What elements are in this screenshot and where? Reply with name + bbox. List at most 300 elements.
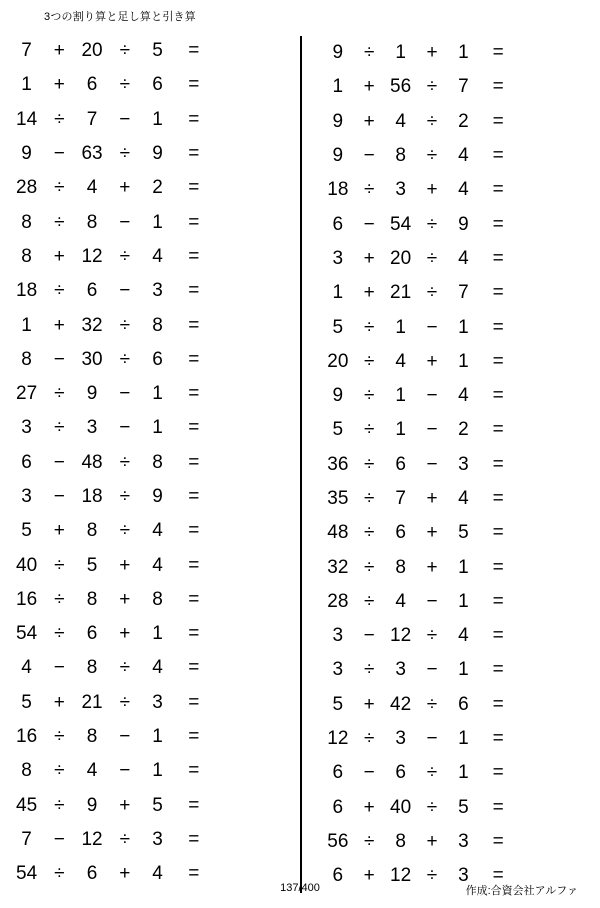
answer-blank[interactable] [211,418,299,438]
operand-first: 14 [16,108,38,130]
operator-second: + [426,556,438,578]
operand-first: 5 [21,520,32,542]
operand-second: 1 [395,419,406,441]
problem-row [320,310,600,344]
operator-first: − [53,657,65,679]
operand-third: 1 [152,623,163,645]
answer-blank[interactable] [211,693,299,713]
equals-sign: = [492,247,504,269]
answer-blank[interactable] [211,521,299,541]
equals-sign: = [188,348,200,370]
operator-first: + [363,865,375,887]
operand-first: 54 [16,623,38,645]
operand-first: 20 [327,350,349,372]
equals-sign: = [492,213,504,235]
operand-second: 8 [86,588,98,610]
operator-second: − [426,659,438,681]
answer-blank[interactable] [211,247,299,267]
operand-third: 2 [458,419,469,441]
operand-second: 4 [86,760,98,782]
operand-third: 8 [152,451,163,473]
operator-second: − [426,385,438,407]
problem-row [320,448,600,482]
operator-first: ÷ [364,659,375,681]
operand-third: 4 [458,145,469,167]
operator-first: ÷ [54,417,65,439]
problem-row [8,171,300,205]
answer-blank[interactable] [515,146,600,166]
operator-second: ÷ [119,143,130,165]
equals-sign: = [188,108,200,130]
operator-first: − [53,348,65,370]
equals-sign: = [188,383,200,405]
operand-second: 1 [395,42,406,64]
problem-row [8,377,300,411]
operand-third: 1 [458,728,469,750]
operand-third: 6 [458,693,469,715]
operator-first: ÷ [54,554,65,576]
operator-first: + [363,693,375,715]
problem-row [8,583,300,617]
equals-sign: = [492,728,504,750]
answer-blank[interactable] [515,798,600,818]
problem-row [8,446,300,480]
answer-blank[interactable] [515,626,600,646]
operand-third: 6 [152,348,163,370]
answer-blank[interactable] [515,763,600,783]
operand-second: 63 [81,143,103,165]
page-title: 3つの割り算と足し算と引き算 [44,11,196,23]
operator-first: ÷ [54,760,65,782]
problem-row [320,36,600,70]
problem-row [8,823,300,857]
operand-third: 9 [152,143,163,165]
answer-blank[interactable] [211,281,299,301]
operand-first: 3 [21,417,32,439]
operand-first: 6 [332,796,344,818]
operator-first: ÷ [54,726,65,748]
operator-first: ÷ [54,108,65,130]
operand-first: 28 [327,590,349,612]
operand-second: 3 [395,728,406,750]
equals-sign: = [188,554,200,576]
operand-second: 20 [390,247,412,269]
equals-sign: = [492,590,504,612]
equals-sign: = [188,417,200,439]
operator-first: − [363,625,375,647]
equals-sign: = [492,385,504,407]
equals-sign: = [188,177,200,199]
answer-blank[interactable] [211,624,299,644]
operator-first: + [363,247,375,269]
operand-first: 4 [21,657,32,679]
equals-sign: = [492,556,504,578]
operand-third: 3 [152,828,163,850]
answer-blank[interactable] [211,830,299,850]
equals-sign: = [492,453,504,475]
problem-row [320,516,600,550]
problem-row [320,242,600,276]
equals-sign: = [492,316,504,338]
problem-row [8,789,300,823]
operand-third: 3 [152,280,163,302]
operand-first: 8 [21,245,32,267]
answer-blank[interactable] [211,556,299,576]
operand-first: 5 [332,693,344,715]
problem-row [320,276,600,310]
equals-sign: = [492,796,504,818]
credit-line: 作成:合資会社アルファ [465,885,578,897]
operator-second: + [119,177,131,199]
operator-first: + [53,40,65,62]
operand-third: 1 [458,42,469,64]
operand-third: 1 [458,350,469,372]
answer-blank[interactable] [515,523,600,543]
operator-second: + [119,863,131,885]
problem-row [8,548,300,582]
operator-first: ÷ [364,830,375,852]
operator-first: ÷ [364,316,375,338]
operand-second: 42 [390,693,412,715]
equals-sign: = [492,419,504,441]
operator-first: ÷ [54,211,65,233]
equals-sign: = [188,760,200,782]
equals-sign: = [188,40,200,62]
operand-third: 5 [458,796,469,818]
answer-blank[interactable] [211,316,299,336]
equals-sign: = [492,830,504,852]
operator-second: − [119,108,131,130]
operator-second: + [119,623,131,645]
operator-first: − [53,828,65,850]
operand-first: 28 [16,177,38,199]
operator-second: − [119,211,131,233]
problem-row [8,308,300,342]
answer-blank[interactable] [211,213,299,233]
answer-blank[interactable] [515,660,600,680]
answer-blank[interactable] [211,41,299,61]
operand-third: 8 [152,588,163,610]
answer-blank[interactable] [515,420,600,440]
operand-third: 3 [152,691,163,713]
problem-row [320,722,600,756]
problem-row [320,550,600,584]
operand-second: 8 [86,657,98,679]
operand-first: 9 [332,385,344,407]
operand-first: 1 [21,314,32,336]
answer-blank[interactable] [515,352,600,372]
operand-first: 6 [332,762,344,784]
operator-first: ÷ [364,522,375,544]
operand-second: 12 [390,625,412,647]
operator-first: ÷ [364,385,375,407]
equals-sign: = [492,693,504,715]
problem-row [8,754,300,788]
problem-columns [0,34,600,895]
operand-second: 6 [395,453,406,475]
operand-first: 3 [332,659,344,681]
operand-first: 6 [332,865,344,887]
equals-sign: = [188,691,200,713]
equals-sign: = [188,280,200,302]
operand-first: 5 [21,691,32,713]
operand-first: 3 [332,625,344,647]
equals-sign: = [188,245,200,267]
answer-blank[interactable] [211,727,299,747]
operand-second: 18 [81,486,103,507]
equals-sign: = [188,623,200,645]
operator-second: + [426,522,438,544]
operand-first: 5 [332,316,344,338]
problem-row [320,139,600,173]
answer-blank[interactable] [515,283,600,303]
operand-third: 1 [458,556,469,578]
problem-row [320,413,600,447]
equals-sign: = [188,828,200,850]
operator-first: + [53,691,65,713]
operand-second: 6 [395,522,406,544]
operand-third: 9 [152,486,163,507]
equals-sign: = [188,520,200,542]
operand-first: 32 [327,556,349,578]
answer-blank[interactable] [211,350,299,370]
page-number: 137/400 [280,882,320,894]
answer-blank[interactable] [515,318,600,338]
problem-row [320,585,600,619]
operator-second: ÷ [426,796,438,818]
answer-blank[interactable] [515,455,600,475]
operator-second: − [426,453,438,475]
operator-first: + [53,245,65,267]
operator-second: − [119,417,131,439]
operator-second: − [426,419,438,441]
operator-first: − [363,213,375,235]
problem-row [320,207,600,241]
problem-row [8,720,300,754]
operand-third: 1 [152,726,163,748]
operand-second: 56 [390,76,412,98]
operator-second: ÷ [426,247,438,269]
answer-blank[interactable] [515,112,600,132]
problem-row [8,514,300,548]
operator-second: ÷ [426,282,438,304]
answer-blank[interactable] [211,75,299,95]
problem-row [320,482,600,516]
operand-first: 40 [16,554,38,576]
operator-second: + [426,350,438,372]
answer-blank[interactable] [211,144,299,164]
operator-first: − [363,762,375,784]
equals-sign: = [188,451,200,473]
equals-sign: = [188,486,200,507]
equals-sign: = [492,42,504,64]
problem-row [8,651,300,685]
operand-second: 3 [86,417,98,439]
operator-first: ÷ [54,794,65,816]
answer-blank[interactable] [515,215,600,235]
problem-row [8,68,300,102]
operand-second: 12 [81,245,103,267]
operator-second: ÷ [119,451,130,473]
operator-first: + [53,520,65,542]
problem-row [8,34,300,68]
problem-row [320,825,600,859]
operator-second: ÷ [119,314,130,336]
problem-row [320,688,600,722]
operand-second: 3 [395,179,406,201]
operand-second: 8 [86,726,98,748]
operand-third: 4 [152,520,163,542]
operand-first: 8 [21,760,32,782]
left-column [0,34,300,895]
problem-row [8,240,300,274]
operator-first: ÷ [364,453,375,475]
operator-second: ÷ [119,40,130,62]
operand-first: 8 [21,348,32,370]
answer-blank[interactable] [515,592,600,612]
operand-first: 5 [332,419,344,441]
operator-second: ÷ [426,76,438,98]
equals-sign: = [188,143,200,165]
operand-third: 2 [458,110,469,132]
equals-sign: = [492,110,504,132]
operator-first: ÷ [54,280,65,302]
operand-third: 6 [152,74,163,96]
page-footer [0,882,600,898]
operand-third: 1 [152,417,163,439]
operator-second: ÷ [426,110,438,132]
answer-blank[interactable] [515,729,600,749]
operand-second: 4 [395,350,406,372]
operand-first: 18 [16,280,38,302]
operand-first: 1 [21,74,32,96]
operator-second: ÷ [119,348,130,370]
answer-blank[interactable] [515,386,600,406]
answer-blank[interactable] [515,489,600,509]
answer-blank[interactable] [211,590,299,610]
answer-blank[interactable] [515,43,600,63]
equals-sign: = [492,762,504,784]
answer-blank[interactable] [211,453,299,473]
problem-row [8,480,300,514]
operand-second: 5 [86,554,98,576]
operator-second: − [426,590,438,612]
answer-blank[interactable] [211,384,299,404]
equals-sign: = [492,865,504,887]
operand-second: 7 [395,488,406,509]
equals-sign: = [188,74,200,96]
operand-third: 4 [152,554,163,576]
operand-second: 9 [86,794,98,816]
operator-second: ÷ [119,74,130,96]
equals-sign: = [492,282,504,304]
operator-second: ÷ [426,213,438,235]
operand-third: 4 [458,179,469,201]
answer-blank[interactable] [211,110,299,130]
answer-blank[interactable] [211,178,299,198]
operand-second: 8 [86,211,98,233]
operand-second: 8 [86,520,98,542]
operand-first: 3 [332,247,344,269]
equals-sign: = [188,588,200,610]
answer-blank[interactable] [211,761,299,781]
answer-blank[interactable] [515,832,600,852]
answer-blank[interactable] [515,77,600,97]
operator-second: − [426,728,438,750]
operator-second: + [426,42,438,64]
equals-sign: = [492,522,504,544]
operand-second: 8 [395,556,406,578]
operand-second: 4 [86,177,98,199]
answer-blank[interactable] [515,695,600,715]
answer-blank[interactable] [515,249,600,269]
operand-first: 45 [16,794,38,816]
operand-third: 4 [152,657,163,679]
operand-third: 4 [458,247,469,269]
operand-third: 5 [152,794,163,816]
operator-second: − [119,760,131,782]
operator-first: + [363,110,375,132]
operator-second: + [426,179,438,201]
operator-first: ÷ [364,419,375,441]
operand-second: 1 [395,385,406,407]
operator-second: ÷ [426,625,438,647]
operator-second: ÷ [426,865,438,887]
operator-second: ÷ [426,693,438,715]
answer-blank[interactable] [211,658,299,678]
equals-sign: = [492,145,504,167]
equals-sign: = [188,726,200,748]
answer-blank[interactable] [515,180,600,200]
problem-row [320,791,600,825]
equals-sign: = [492,179,504,201]
operand-third: 7 [458,76,469,98]
operand-third: 5 [152,40,163,62]
operator-first: ÷ [54,383,65,405]
operand-first: 12 [327,728,349,750]
operator-first: ÷ [364,590,375,612]
answer-blank[interactable] [211,487,299,507]
operand-second: 12 [81,828,103,850]
operand-first: 1 [332,282,344,304]
operand-second: 3 [395,659,406,681]
operand-third: 4 [152,245,163,267]
operand-third: 1 [458,316,469,338]
problem-row [8,617,300,651]
problem-row [320,379,600,413]
operator-second: − [119,726,131,748]
operand-third: 4 [458,625,469,647]
operand-first: 9 [332,110,344,132]
problem-row [320,105,600,139]
operand-second: 21 [81,691,103,713]
operand-third: 3 [458,830,469,852]
answer-blank[interactable] [211,796,299,816]
operand-second: 8 [395,145,406,167]
problem-row [320,70,600,104]
operator-first: ÷ [54,623,65,645]
operator-first: + [53,314,65,336]
operand-third: 4 [152,863,163,885]
operator-first: ÷ [364,488,375,509]
problem-row [8,137,300,171]
operator-second: + [426,488,438,509]
operator-first: − [363,145,375,167]
answer-blank[interactable] [515,558,600,578]
operand-third: 1 [152,108,163,130]
operator-second: − [426,316,438,338]
operator-first: + [363,282,375,304]
